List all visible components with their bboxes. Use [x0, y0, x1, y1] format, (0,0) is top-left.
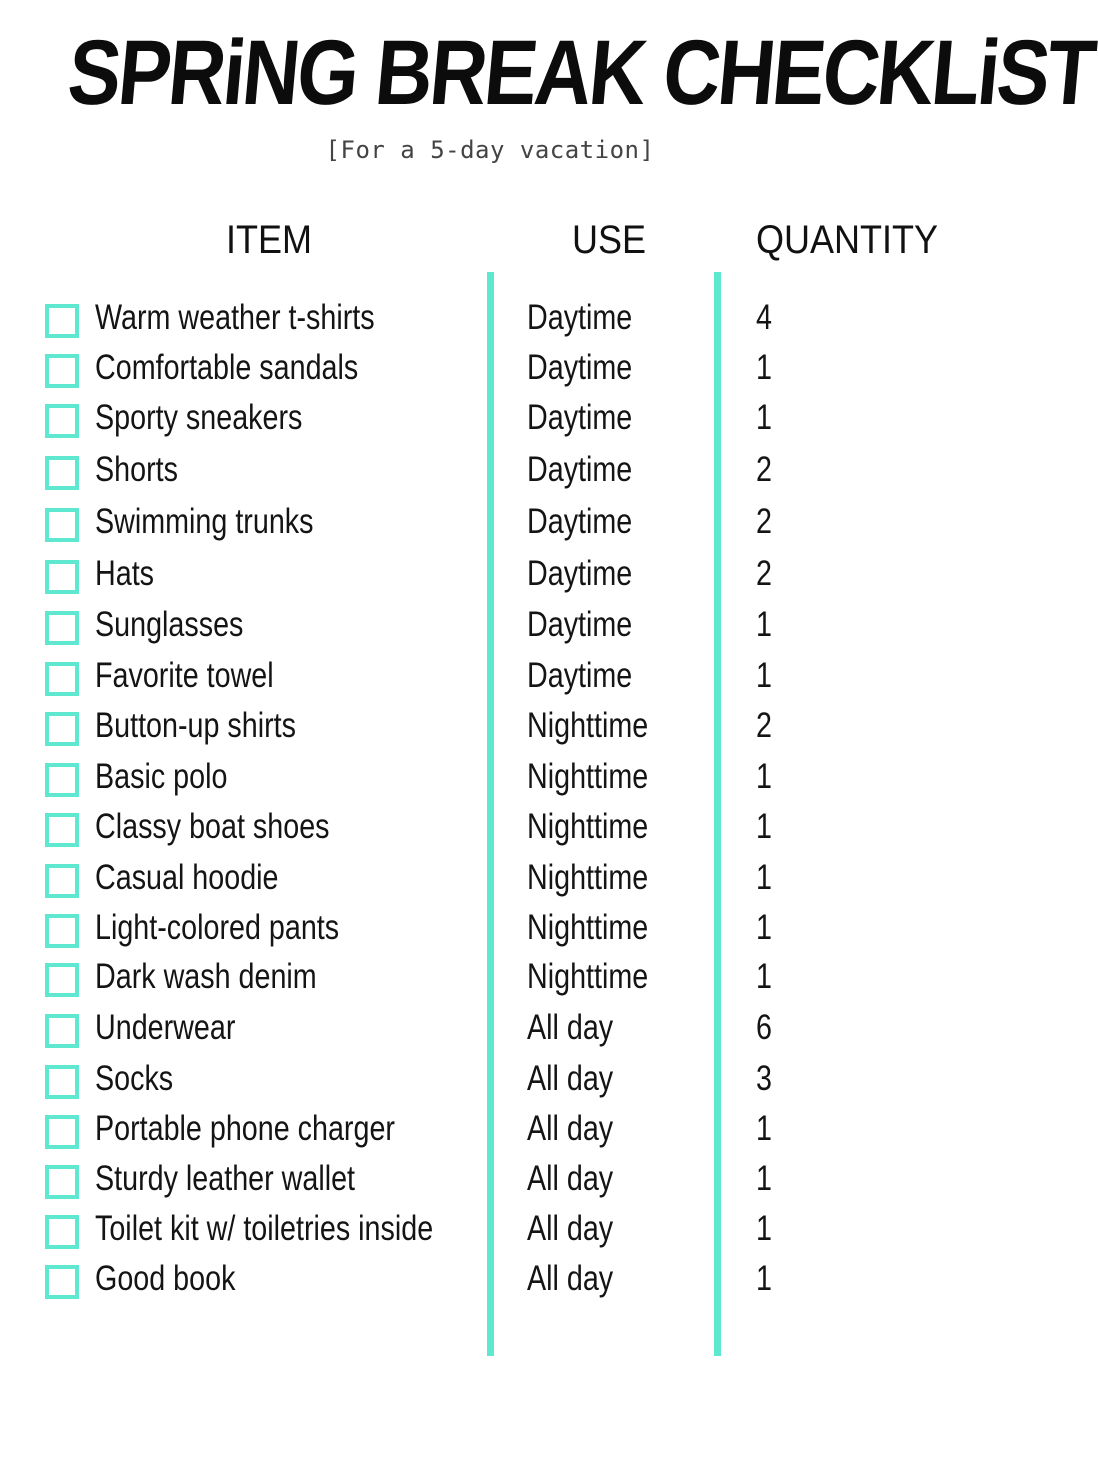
item-quantity: 1 [756, 1259, 772, 1298]
checkbox-icon[interactable] [45, 1265, 79, 1299]
item-use: Daytime [527, 605, 633, 644]
checklist-row [0, 955, 980, 1005]
item-use: Nighttime [527, 908, 649, 947]
item-use: Nighttime [527, 807, 649, 846]
item-name: Sunglasses [95, 605, 244, 644]
item-quantity: 1 [756, 656, 772, 695]
item-name: Sporty sneakers [95, 398, 303, 437]
item-use: Daytime [527, 398, 633, 437]
item-name: Portable phone charger [95, 1109, 395, 1148]
checklist-row [0, 1207, 980, 1257]
item-use: All day [527, 1008, 614, 1047]
item-use: Nighttime [527, 957, 649, 996]
column-header-use: USE [572, 218, 647, 262]
checkbox-icon[interactable] [45, 1115, 79, 1149]
checkbox-icon[interactable] [45, 963, 79, 997]
page-title: SPRiNG BREAK CHECKLiST [63, 22, 1098, 124]
item-name: Socks [95, 1059, 174, 1098]
checklist-row [0, 396, 980, 446]
checklist-row [0, 603, 980, 653]
item-use: All day [527, 1209, 614, 1248]
item-quantity: 1 [756, 957, 772, 996]
checklist-row [0, 500, 980, 550]
item-name: Good book [95, 1259, 236, 1298]
item-name: Dark wash denim [95, 957, 317, 996]
item-use: Daytime [527, 348, 633, 387]
checkbox-icon[interactable] [45, 1065, 79, 1099]
item-quantity: 2 [756, 450, 772, 489]
item-quantity: 1 [756, 858, 772, 897]
checklist-row [0, 654, 980, 704]
item-quantity: 1 [756, 398, 772, 437]
item-name: Shorts [95, 450, 178, 489]
item-use: Daytime [527, 298, 633, 337]
item-quantity: 6 [756, 1008, 772, 1047]
column-header-item: ITEM [226, 218, 312, 262]
checkbox-icon[interactable] [45, 508, 79, 542]
item-quantity: 1 [756, 605, 772, 644]
item-name: Favorite towel [95, 656, 274, 695]
item-name: Hats [95, 554, 155, 593]
checklist-row [0, 805, 980, 855]
item-use: Nighttime [527, 858, 649, 897]
checklist-row [0, 906, 980, 956]
item-name: Light-colored pants [95, 908, 340, 947]
item-use: Nighttime [527, 757, 649, 796]
checkbox-icon[interactable] [45, 304, 79, 338]
checklist-row [0, 704, 980, 754]
item-use: All day [527, 1159, 614, 1198]
checkbox-icon[interactable] [45, 560, 79, 594]
checklist-row [0, 346, 980, 396]
checklist-row [0, 1006, 980, 1056]
checklist-row [0, 755, 980, 805]
item-quantity: 1 [756, 348, 772, 387]
checkbox-icon[interactable] [45, 712, 79, 746]
checkbox-icon[interactable] [45, 611, 79, 645]
item-use: Daytime [527, 554, 633, 593]
checkbox-icon[interactable] [45, 763, 79, 797]
checklist-row [0, 856, 980, 906]
item-quantity: 2 [756, 554, 772, 593]
item-quantity: 1 [756, 757, 772, 796]
item-use: All day [527, 1259, 614, 1298]
item-name: Classy boat shoes [95, 807, 330, 846]
item-name: Swimming trunks [95, 502, 314, 541]
item-use: All day [527, 1109, 614, 1148]
item-name: Comfortable sandals [95, 348, 359, 387]
item-name: Button-up shirts [95, 706, 297, 745]
item-use: All day [527, 1059, 614, 1098]
item-name: Toilet kit w/ toiletries inside [95, 1209, 434, 1248]
item-quantity: 1 [756, 1109, 772, 1148]
item-use: Daytime [527, 656, 633, 695]
checkbox-icon[interactable] [45, 914, 79, 948]
checklist-row [0, 1107, 980, 1157]
item-use: Daytime [527, 502, 633, 541]
checkbox-icon[interactable] [45, 1215, 79, 1249]
item-use: Daytime [527, 450, 633, 489]
page-subtitle: [For a 5-day vacation] [325, 136, 655, 164]
checkbox-icon[interactable] [45, 456, 79, 490]
item-quantity: 3 [756, 1059, 772, 1098]
checklist-row [0, 448, 980, 498]
item-quantity: 1 [756, 807, 772, 846]
checkbox-icon[interactable] [45, 813, 79, 847]
item-quantity: 4 [756, 298, 772, 337]
item-quantity: 1 [756, 1209, 772, 1248]
column-header-quantity: QUANTITY [756, 218, 939, 262]
checkbox-icon[interactable] [45, 662, 79, 696]
checkbox-icon[interactable] [45, 404, 79, 438]
item-name: Underwear [95, 1008, 236, 1047]
checkbox-icon[interactable] [45, 354, 79, 388]
item-quantity: 2 [756, 502, 772, 541]
item-name: Sturdy leather wallet [95, 1159, 356, 1198]
item-quantity: 2 [756, 706, 772, 745]
checklist-row [0, 552, 980, 602]
checkbox-icon[interactable] [45, 1165, 79, 1199]
item-name: Basic polo [95, 757, 228, 796]
checklist-row [0, 296, 980, 346]
checklist-row [0, 1057, 980, 1107]
checklist-row [0, 1157, 980, 1207]
item-use: Nighttime [527, 706, 649, 745]
item-quantity: 1 [756, 1159, 772, 1198]
item-name: Casual hoodie [95, 858, 279, 897]
checkbox-icon[interactable] [45, 1014, 79, 1048]
item-quantity: 1 [756, 908, 772, 947]
checkbox-icon[interactable] [45, 864, 79, 898]
checklist-row [0, 1257, 980, 1307]
item-name: Warm weather t-shirts [95, 298, 375, 337]
